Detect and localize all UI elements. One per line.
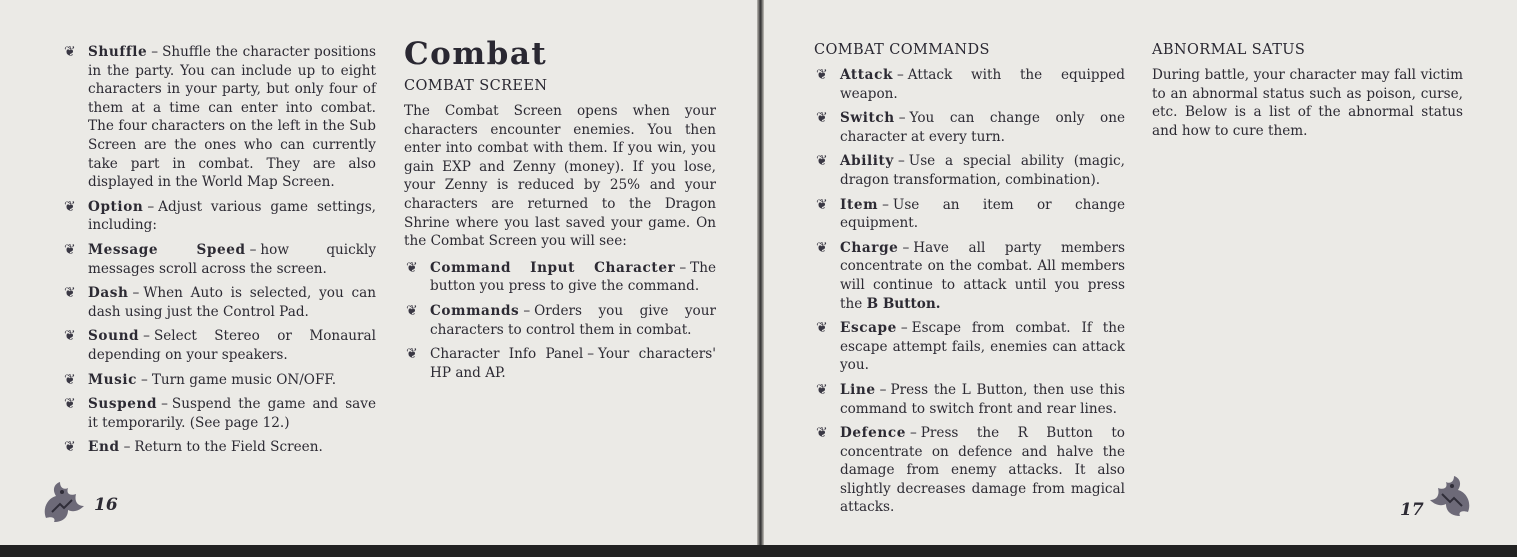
dragon-crest-bullet-icon: ❦ xyxy=(816,153,828,170)
abnormal-status-section xyxy=(1152,40,1463,140)
dragon-crest-bullet-icon: ❦ xyxy=(816,196,828,213)
list-item xyxy=(814,381,1125,418)
book-gutter xyxy=(757,0,764,557)
description: Select Stereo or Monaural depending on your speakers. xyxy=(88,328,376,363)
term: Option xyxy=(88,198,144,215)
separator: – xyxy=(249,241,257,258)
term: Character Info Panel xyxy=(430,346,584,363)
list-item xyxy=(62,395,376,432)
term: Line xyxy=(840,381,876,398)
dragon-crest-bullet-icon: ❦ xyxy=(64,371,76,388)
description: Suspend the game and save it temporarily. (See page 12.) xyxy=(88,396,376,431)
dragon-crest-bullet-icon: ❦ xyxy=(816,110,828,127)
dragon-crest-bullet-icon: ❦ xyxy=(406,259,418,276)
separator: – xyxy=(902,239,910,256)
term: Music xyxy=(88,371,138,388)
dragon-crest-bullet-icon: ❦ xyxy=(816,381,828,398)
dragon-crest-bullet-icon: ❦ xyxy=(406,302,418,319)
description: Shuffle the character positions in the party. You can include up to eight characters in your party, but only four of them at a time can enter into combat. The four characters on the left in the Sub Screen are the ones who can currently take part in combat. They are also displayed in the World Map Screen. xyxy=(88,44,376,191)
description: The button you press to give the command. xyxy=(430,259,716,295)
separator: – xyxy=(587,346,595,363)
separator: – xyxy=(882,196,889,213)
separator: – xyxy=(147,198,155,215)
abnormal-status-paragraph: During battle, your character may fall victim to an abnormal status such as poison, curse, etc. Below is a list of the abnormal status and how to cure them. xyxy=(1152,67,1463,139)
description: Have all party members concentrate on the combat. All members will continue to attack until you press the xyxy=(840,239,1125,312)
page-number: 16 xyxy=(94,495,118,515)
dragon-crest-bullet-icon: ❦ xyxy=(64,285,76,302)
subheading-abnormal-status: ABNORMAL SATUS xyxy=(1152,42,1306,58)
dragon-crest-bullet-icon: ❦ xyxy=(406,346,418,363)
separator: – xyxy=(523,302,531,319)
description: Press the R Button to concentrate on defence and halve the damage from enemy attacks. It also slightly decreases damage from magical attacks. xyxy=(840,425,1125,516)
list-item xyxy=(404,259,716,296)
subheading-combat-commands: COMBAT COMMANDS xyxy=(814,42,990,58)
list-item xyxy=(814,196,1125,233)
separator: – xyxy=(143,328,150,345)
term: Message Speed xyxy=(88,241,246,258)
description: Press the L Button, then use this command to switch front and rear lines. xyxy=(840,381,1125,417)
dragon-crest-bullet-icon: ❦ xyxy=(64,241,76,258)
combat-intro-paragraph: The Combat Screen opens when your characters encounter enemies. You then enter into combat with them. If you win, you gain EXP and Zenny (money). If you lose, your Zenny is reduced by 25% and your characters are returned to the Dragon Shrine where you last saved your game. On the Combat Screen you will see: xyxy=(404,103,716,250)
list-item xyxy=(62,438,376,457)
separator: – xyxy=(896,67,904,83)
list-item xyxy=(62,241,376,278)
description: how quickly messages scroll across the screen. xyxy=(88,241,376,277)
separator: – xyxy=(898,110,906,127)
list-item xyxy=(404,302,716,339)
description: Attack with the equipped weapon. xyxy=(840,67,1125,102)
list-item xyxy=(814,319,1125,375)
list-item xyxy=(404,345,716,382)
description: When Auto is selected, you can dash using just the Control Pad. xyxy=(88,285,376,320)
term: Attack xyxy=(840,67,893,83)
dragon-corner-icon xyxy=(1426,472,1476,522)
term: Dash xyxy=(88,285,129,302)
section-title: Combat xyxy=(404,36,548,72)
description: Your characters' HP and AP. xyxy=(430,346,716,381)
description: Return to the Field Screen. xyxy=(134,439,323,456)
book-bottom-edge xyxy=(0,545,1517,557)
combat-commands-section xyxy=(814,40,1125,523)
list-item xyxy=(814,66,1125,103)
dragon-crest-bullet-icon: ❦ xyxy=(816,67,828,83)
left-page xyxy=(0,0,757,545)
term: Sound xyxy=(88,328,140,345)
description: Use an item or change equipment. xyxy=(840,196,1125,232)
description: Turn game music ON/OFF. xyxy=(151,371,337,388)
separator: – xyxy=(132,285,140,302)
separator: – xyxy=(897,153,905,170)
page-number: 17 xyxy=(1400,500,1424,520)
subheading-combat-screen: COMBAT SCREEN xyxy=(404,78,548,94)
separator: – xyxy=(123,439,131,456)
right-page xyxy=(764,0,1517,545)
dragon-crest-bullet-icon: ❦ xyxy=(64,396,76,413)
dragon-crest-bullet-icon: ❦ xyxy=(64,439,76,456)
combat-section xyxy=(404,36,716,388)
dragon-crest-bullet-icon: ❦ xyxy=(816,320,828,337)
dragon-crest-bullet-icon: ❦ xyxy=(816,425,828,442)
description: Use a special ability (magic, dragon transformation, combination). xyxy=(840,153,1125,188)
b-button-label: B Button. xyxy=(866,295,941,312)
separator: – xyxy=(161,396,168,413)
separator: – xyxy=(141,371,148,388)
description: Adjust various game settings, including: xyxy=(88,198,376,234)
term: Shuffle xyxy=(88,44,148,60)
description: Escape from combat. If the escape attempt fails, enemies can attack you. xyxy=(840,320,1125,374)
list-item xyxy=(814,109,1125,146)
term: Item xyxy=(840,196,879,213)
list-item xyxy=(814,424,1125,517)
term: Charge xyxy=(840,239,899,256)
dragon-crest-bullet-icon: ❦ xyxy=(64,198,76,215)
list-item xyxy=(62,371,376,390)
term: Ability xyxy=(840,153,894,170)
separator: – xyxy=(909,425,917,442)
dragon-crest-bullet-icon: ❦ xyxy=(816,239,828,256)
term: Switch xyxy=(840,110,895,127)
term: Escape xyxy=(840,320,897,337)
list-item xyxy=(62,284,376,321)
term: End xyxy=(88,439,120,456)
description: You can change only one character at every turn. xyxy=(840,110,1125,145)
list-item xyxy=(814,239,1125,313)
options-list xyxy=(62,43,376,463)
separator: – xyxy=(900,320,908,337)
list-item xyxy=(62,327,376,364)
separator: – xyxy=(879,381,887,398)
description: Orders you give your characters to control them in combat. xyxy=(430,302,716,338)
term: Suspend xyxy=(88,396,158,413)
list-item xyxy=(62,198,376,235)
dragon-crest-bullet-icon: ❦ xyxy=(64,328,76,345)
term: Commands xyxy=(430,302,520,319)
list-item xyxy=(62,43,376,192)
separator: – xyxy=(679,259,687,276)
list-item xyxy=(814,152,1125,189)
separator: – xyxy=(151,44,159,60)
term: Command Input Character xyxy=(430,259,676,276)
term: Defence xyxy=(840,425,906,442)
dragon-crest-bullet-icon: ❦ xyxy=(64,44,76,60)
dragon-corner-icon xyxy=(38,478,88,528)
